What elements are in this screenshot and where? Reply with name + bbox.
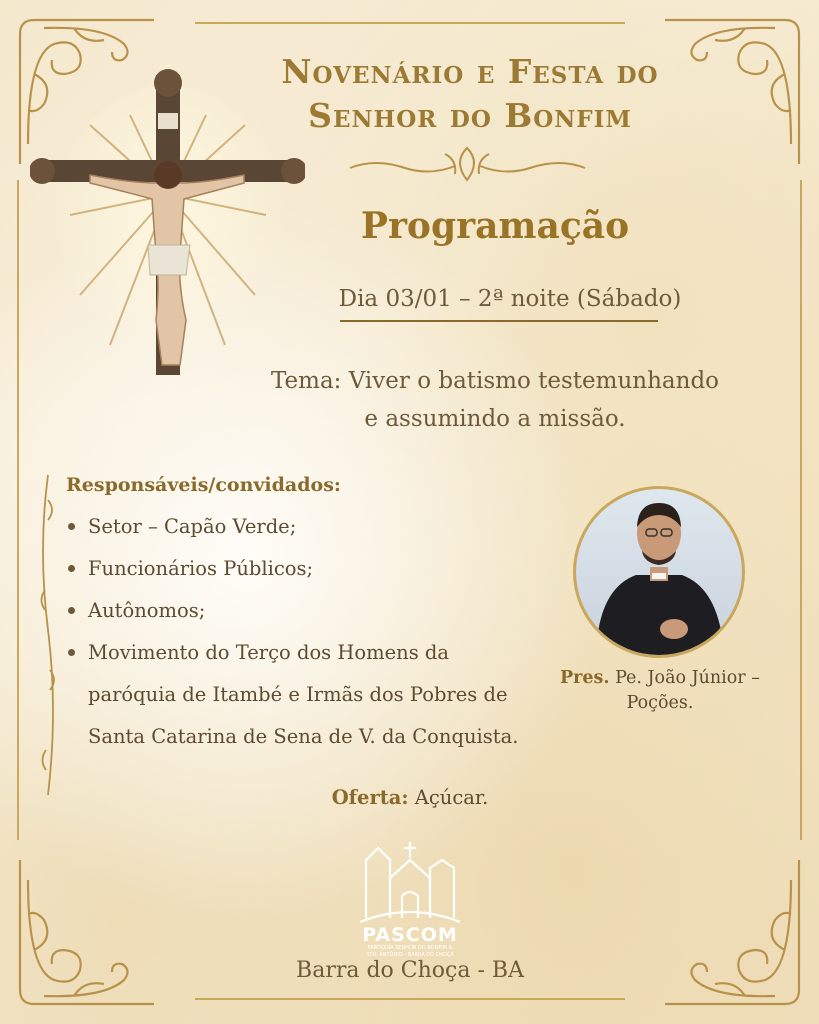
- offer-label: Oferta:: [331, 786, 409, 809]
- page-title: [230, 50, 710, 138]
- responsibles-list: [66, 506, 541, 758]
- list-item: Setor – Capão Verde;: [66, 506, 541, 548]
- responsibles-title: Responsáveis/convidados:: [66, 474, 341, 496]
- vine-ornament-icon: [36, 470, 60, 800]
- theme-line-1: Tema: Viver o batismo testemunhando: [270, 368, 720, 394]
- title-line-1: Novenário e Festa do: [281, 52, 659, 91]
- logo-subtitle: [350, 945, 470, 959]
- priest-photo: [573, 486, 745, 658]
- frame-top-line: [195, 22, 625, 24]
- presider-label: Pres.: [560, 668, 610, 688]
- corner-ornament-icon: [655, 850, 805, 1010]
- city-text: Barra do Choça - BA: [296, 958, 524, 983]
- corner-ornament-icon: [14, 850, 164, 1010]
- theme-text: [205, 362, 785, 438]
- day-text: Dia 03/01 – 2ª noite (Sábado): [338, 286, 682, 312]
- presider-city: Poções.: [626, 693, 694, 713]
- frame-bottom-line: [195, 998, 625, 1000]
- theme-line-2: e assumindo a missão.: [364, 406, 626, 432]
- frame-left-line: [17, 180, 19, 840]
- title-line-2: Senhor do Bonfim: [308, 96, 632, 135]
- divider-ornament-icon: [345, 140, 590, 190]
- offering: [280, 786, 540, 809]
- program-heading: Programação: [360, 205, 630, 247]
- offer-value: Açúcar.: [414, 786, 489, 809]
- presider-name: Pe. João Júnior –: [615, 668, 760, 688]
- presider-info: [540, 666, 780, 716]
- church-logo-icon: [358, 838, 462, 924]
- frame-right-line: [800, 180, 802, 840]
- logo-sub-line-1: PARÓQUIA SENHOR DO BONFIM &: [367, 945, 453, 951]
- day-underline: [340, 320, 658, 322]
- logo-name: PASCOM: [362, 924, 458, 946]
- logo-sub-line-2: STO. ANTÔNIO - BARRA DO CHOÇA: [366, 952, 454, 958]
- list-item: Funcionários Públicos;: [66, 548, 541, 590]
- list-item: Autônomos;: [66, 590, 541, 632]
- list-item: Movimento do Terço dos Homens da paróquia de Itambé e Irmãs dos Pobres de Santa Catarina de Sena de V. da Conquista.: [66, 632, 541, 758]
